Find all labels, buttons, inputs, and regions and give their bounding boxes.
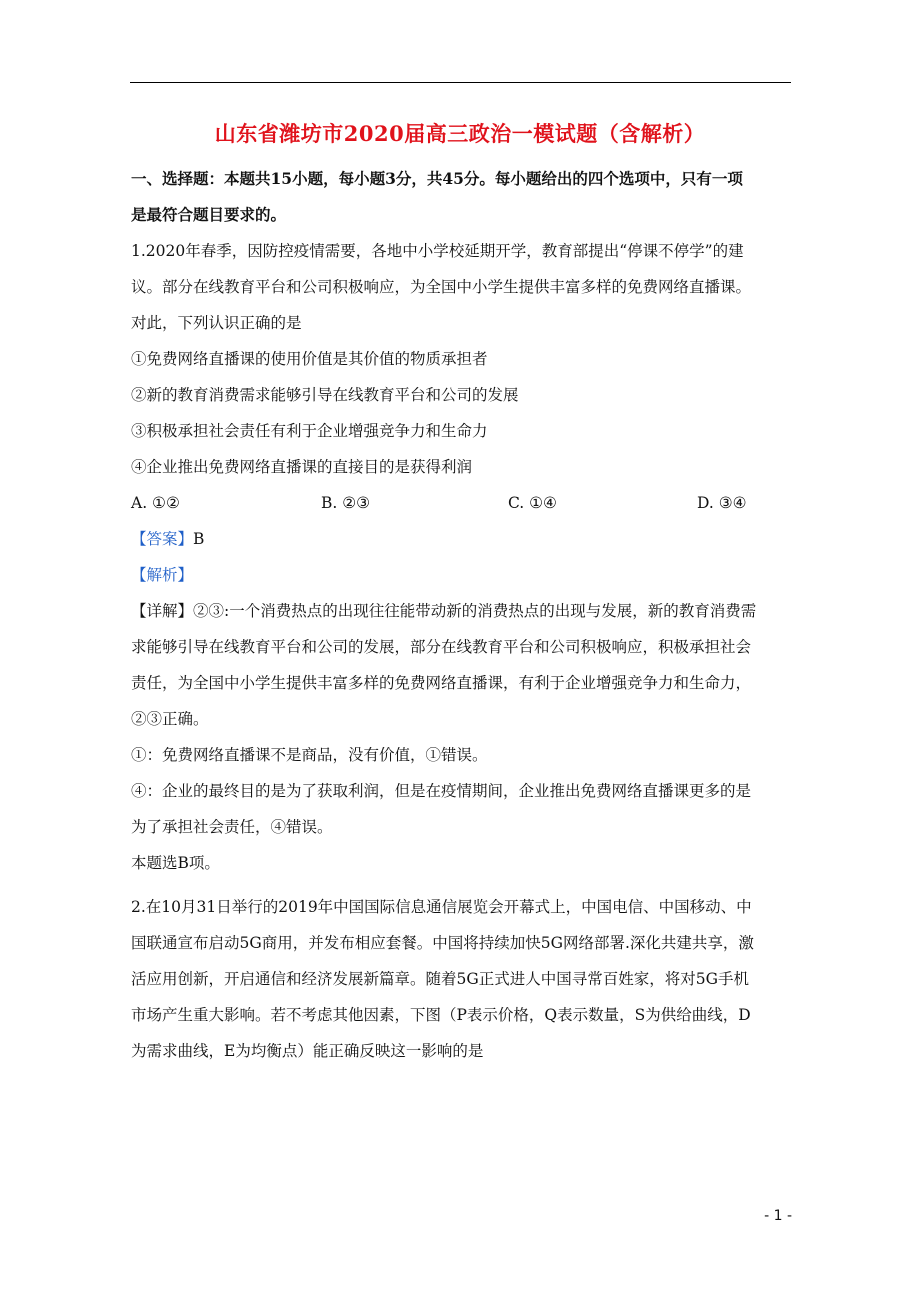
detail-text: ②③:一个消费热点的出现往往能带动新的消费热点的出现与发展，新的教育消费需 xyxy=(193,602,757,620)
answer-label: 【答案】 xyxy=(131,530,194,548)
q1-option-a: A. ①② xyxy=(131,494,180,512)
q1-detail-line: 责任，为全国中小学生提供丰富多样的免费网络直播课，有利于企业增强竞争力和生命力， xyxy=(131,674,752,692)
section-heading-line2: 是最符合题目要求的。 xyxy=(131,205,287,224)
q1-conclusion: 本题选B项。 xyxy=(131,854,220,872)
section-heading-line1: 一、选择题：本题共15小题，每小题3分，共45分。每小题给出的四个选项中，只有一项 xyxy=(131,169,743,188)
q1-stem-line: 议。部分在线教育平台和公司积极响应，为全国中小学生提供丰富多样的免费网络直播课。 xyxy=(131,278,752,296)
q1-analysis xyxy=(131,557,793,593)
q1-option-c: C. ①④ xyxy=(508,494,557,512)
page-number: - 1 - xyxy=(764,1208,792,1224)
q1-stem-line: 对此，下列认识正确的是 xyxy=(131,314,302,332)
q1-detail-line: 为了承担社会责任，④错误。 xyxy=(131,818,333,836)
q2-stem-line: 2.在10月31日举行的2019年中国国际信息通信展览会开幕式上，中国电信、中国移动、中 xyxy=(131,898,752,916)
q1-statement: ①免费网络直播课的使用价值是其价值的物质承担者 xyxy=(131,350,488,368)
q2-stem-line: 为需求曲线，E为均衡点）能正确反映这一影响的是 xyxy=(131,1042,484,1060)
q1-statement: ④企业推出免费网络直播课的直接目的是获得利润 xyxy=(131,458,473,476)
q1-option-b: B. ②③ xyxy=(321,494,371,512)
document-body xyxy=(131,161,793,1069)
q1-statement: ②新的教育消费需求能够引导在线教育平台和公司的发展 xyxy=(131,386,519,404)
q1-detail-line xyxy=(131,593,793,629)
q1-option-d: D. ③④ xyxy=(697,494,747,512)
q1-stem-line: 1.2020年春季，因防控疫情需要，各地中小学校延期开学，教育部提出“停课不停学”的建 xyxy=(131,242,744,260)
q1-detail-line: 求能够引导在线教育平台和公司的发展，部分在线教育平台和公司积极响应，积极承担社会 xyxy=(131,638,752,656)
q1-answer xyxy=(131,521,793,557)
q1-options xyxy=(131,485,793,521)
q1-statement: ③积极承担社会责任有利于企业增强竞争力和生命力 xyxy=(131,422,488,440)
answer-value: B xyxy=(193,530,205,548)
q2-stem-line: 国联通宣布启动5G商用，并发布相应套餐。中国将持续加快5G网络部署.深化共建共享，激 xyxy=(131,934,754,952)
q1-detail-line: ②③正确。 xyxy=(131,710,209,728)
q1-detail-line: ①：免费网络直播课不是商品，没有价值，①错误。 xyxy=(131,746,488,764)
detail-label: 【详解】 xyxy=(131,602,194,620)
header-rule xyxy=(130,82,791,83)
q1-detail-line: ④：企业的最终目的是为了获取利润，但是在疫情期间，企业推出免费网络直播课更多的是 xyxy=(131,782,752,800)
page-title: 山东省潍坊市2020届高三政治一模试题（含解析） xyxy=(214,121,706,146)
analysis-label: 【解析】 xyxy=(131,566,194,584)
q2-stem-line: 活应用创新，开启通信和经济发展新篇章。随着5G正式进人中国寻常百姓家，将对5G手机 xyxy=(131,970,749,988)
q2-stem-line: 市场产生重大影响。若不考虑其他因素，下图（P表示价格，Q表示数量，S为供给曲线，D xyxy=(131,1006,751,1024)
